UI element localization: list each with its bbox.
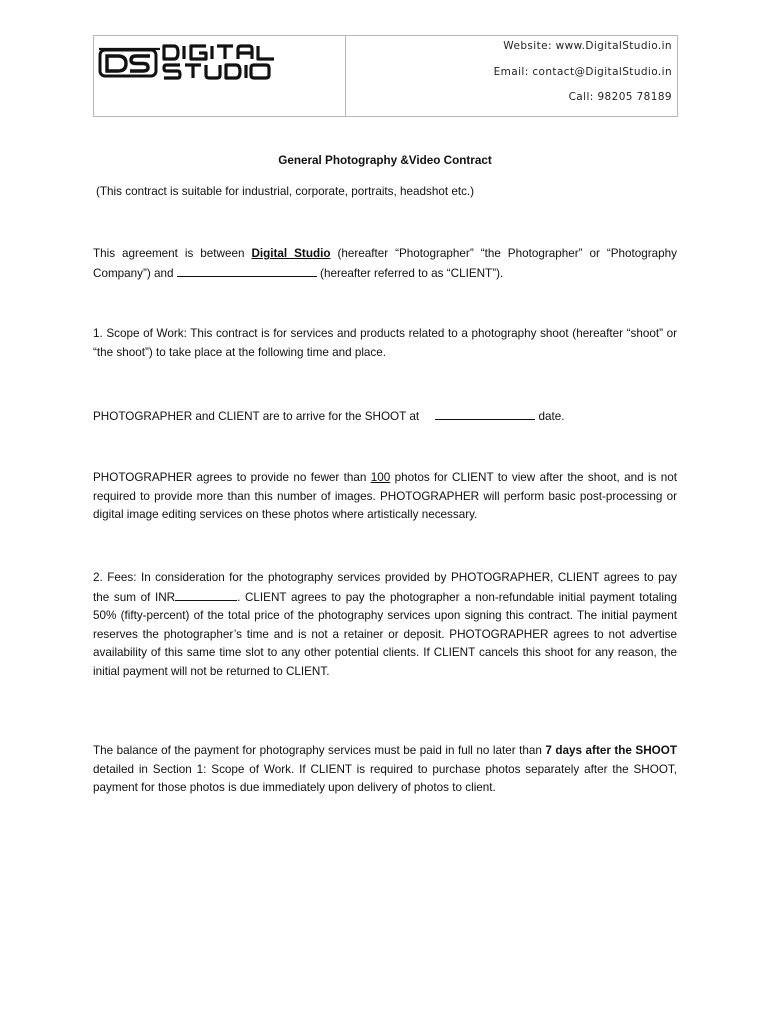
agreement-paragraph: This agreement is between Digital Studio (hereafter “Photographer” “the Photographer” or “Photography Company”) and (hereafter referred to as “CLIENT”). — [93, 247, 678, 280]
document-title: General Photography &Video Contract — [278, 154, 492, 167]
shoot-date-blank — [435, 407, 535, 420]
letterhead — [93, 35, 678, 117]
scope-paragraph: 1. Scope of Work: This contract is for services and products related to a photography shoot (hereafter “shoot” or “the shoot”) to take place at the following time and place. — [93, 327, 677, 359]
photo-count: 100 — [370, 471, 391, 484]
phone-text: Call: 98205 78189 — [568, 91, 672, 103]
photos-paragraph: PHOTOGRAPHER agrees to provide no fewer than 100 photos for CLIENT to view after the shoot, and is not required to provide more than this number of images. PHOTOGRAPHER will perform basic post-processing or digital image editing services on these photos where artistically necessary. — [93, 471, 677, 522]
balance-deadline: 7 days after the SHOOT — [545, 744, 677, 757]
fee-amount-blank — [175, 588, 237, 601]
digital-studio-logo-icon — [98, 41, 303, 85]
logo-cell — [94, 36, 346, 116]
fees-paragraph: 2. Fees: In consideration for the photography services provided by PHOTOGRAPHER, CLIENT agrees to pay the sum of INR . CLIENT agrees to pay the photographer a non-refundable initial payment totaling 50% (fifty-percent) of the total price of the photography services upon signing this contract. The initial payment reserves the photographer’s time and is not a retainer or deposit. PHOTOGRAPHER agrees to not advertise availability of this same time slot to any other potential clients. If CLIENT cancels this shoot for any reason, the initial payment will not be returned to CLIENT. — [93, 571, 677, 678]
company-name: Digital Studio — [251, 247, 331, 260]
document-subtitle: (This contract is suitable for industrial, corporate, portraits, headshot etc.) — [96, 185, 475, 198]
balance-paragraph: The balance of the payment for photography services must be paid in full no later than 7 days after the SHOOT detailed in Section 1: Scope of Work. If CLIENT is required to purchase photos separately after the SHOOT, payment for those photos is due immediately upon delivery of photos to client. — [93, 744, 677, 795]
company-logo — [98, 41, 303, 90]
contact-info — [347, 36, 677, 116]
email-text: Email: contact@DigitalStudio.in — [493, 66, 672, 78]
website-text: Website: www.DigitalStudio.in — [503, 40, 672, 52]
client-name-blank — [177, 264, 317, 277]
arrival-paragraph: PHOTOGRAPHER and CLIENT are to arrive for the SHOOT at date. — [93, 407, 677, 427]
